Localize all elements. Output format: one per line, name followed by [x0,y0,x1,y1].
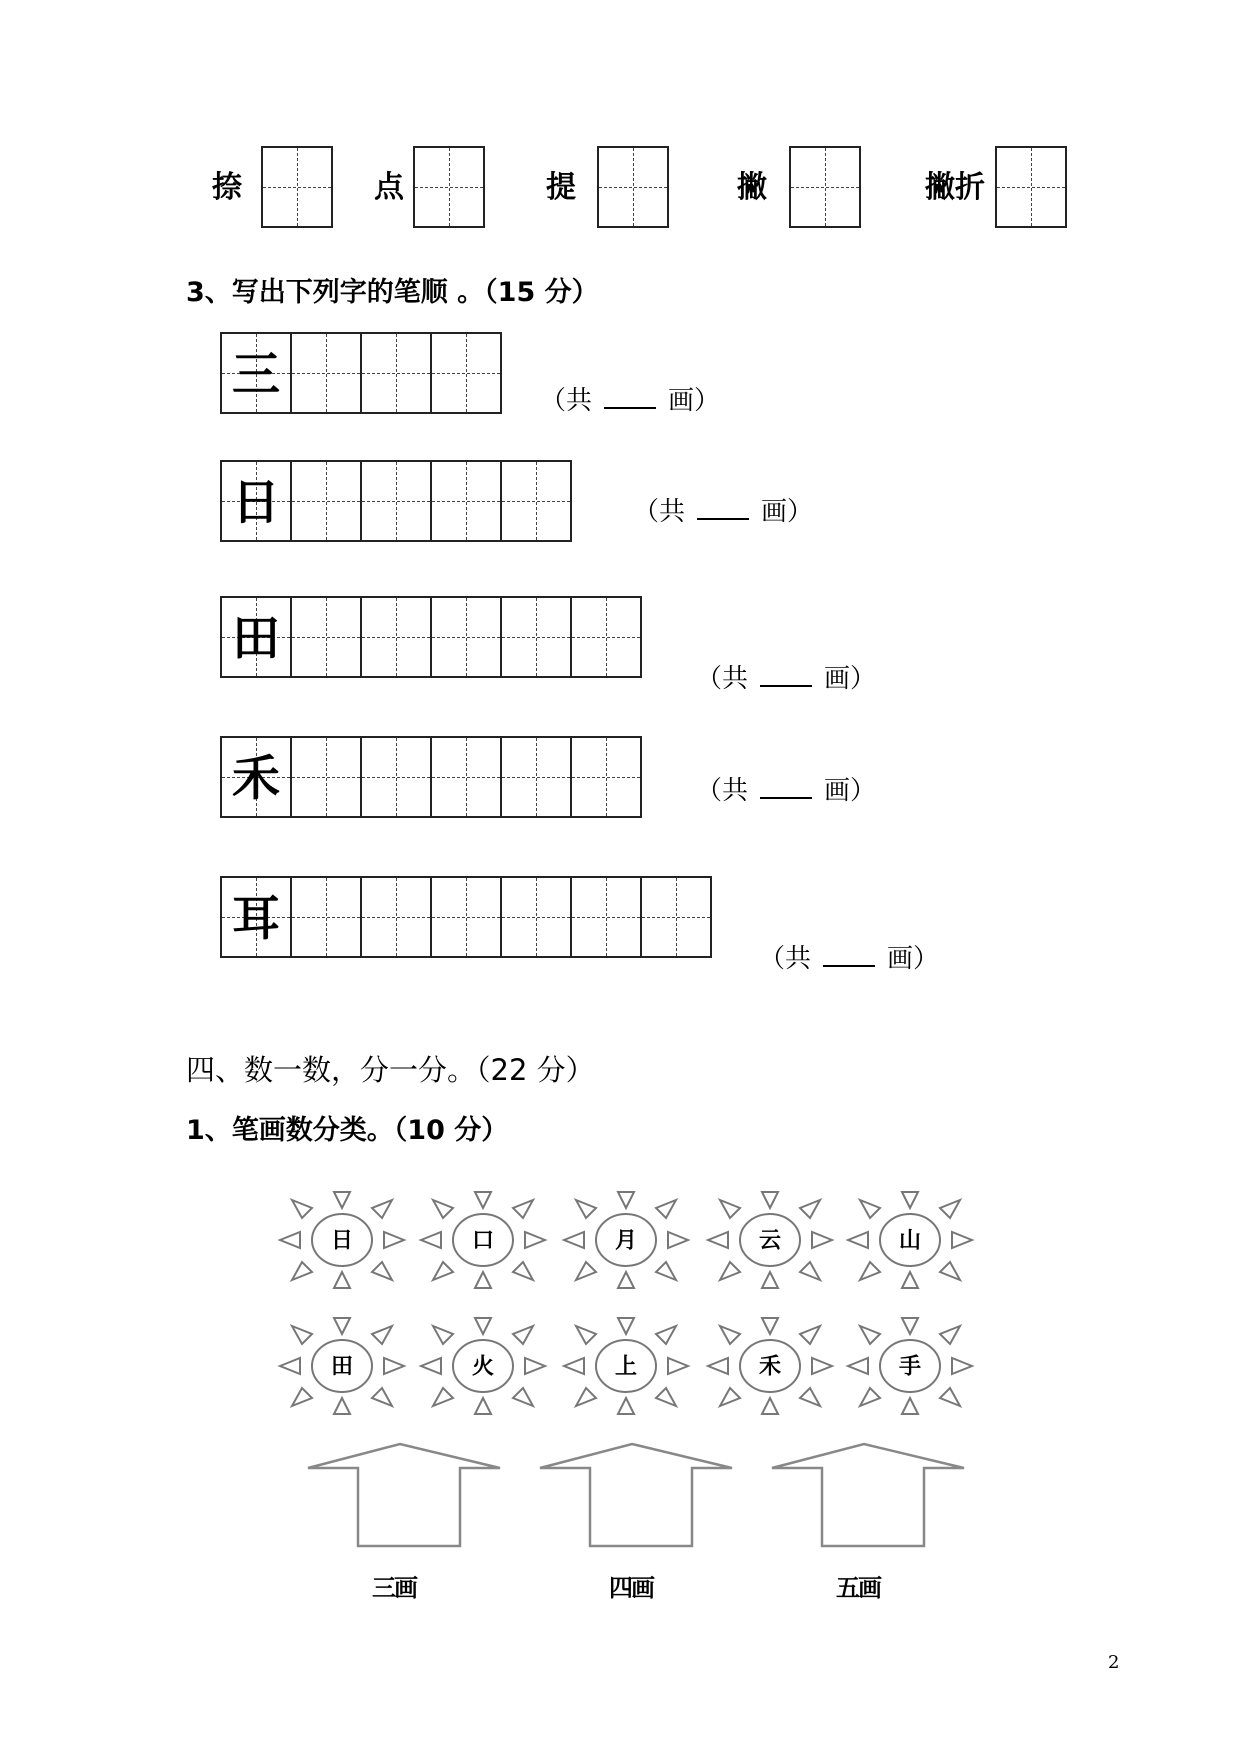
sun-card[interactable] [840,1190,980,1290]
tianzi-box[interactable] [995,146,1067,228]
practice-cell[interactable] [500,736,572,818]
practice-cell[interactable] [500,876,572,958]
practice-cell[interactable] [640,876,712,958]
stroke-label-dian: 点 [374,170,404,205]
sun-char: 上 [614,1354,637,1380]
stroke-order-grid [220,736,642,818]
q3-title: 3、写出下列字的笔顺 。（15 分） [186,277,599,308]
practice-cell[interactable] [430,460,502,542]
practice-cell[interactable] [500,460,572,542]
practice-cell[interactable] [360,876,432,958]
stroke-count-blank[interactable] [760,797,812,799]
sun-char: 田 [330,1354,353,1380]
practice-cell[interactable] [360,332,432,414]
model-cell [220,332,292,414]
model-char: 三 [231,346,280,403]
tianzi-box[interactable] [597,146,669,228]
arrow-label: 四画 [609,1574,653,1602]
practice-cell[interactable] [430,876,502,958]
arrow-label: 三画 [372,1574,416,1602]
sun-card[interactable] [272,1316,412,1416]
practice-cell[interactable] [290,332,362,414]
practice-cell[interactable] [290,596,362,678]
practice-cell[interactable] [430,736,502,818]
stroke-count: （共 画） [540,386,721,416]
arrows-graphic [300,1436,980,1556]
model-cell [220,876,292,958]
model-cell [220,736,292,818]
sun-card[interactable] [700,1190,840,1290]
sun-char: 火 [471,1354,494,1380]
practice-cell[interactable] [290,460,362,542]
tianzi-box[interactable] [789,146,861,228]
practice-cell[interactable] [430,332,502,414]
practice-cell[interactable] [570,876,642,958]
tianzi-box[interactable] [413,146,485,228]
stroke-count-blank[interactable] [697,518,749,520]
model-char: 禾 [231,750,280,807]
stroke-order-grid [220,876,712,958]
arrow-target-4 [540,1444,732,1546]
sun-char: 手 [898,1354,921,1380]
model-char: 日 [231,474,280,531]
tianzi-box[interactable] [261,146,333,228]
stroke-label-na: 捺 [212,170,242,205]
stroke-count-blank[interactable] [760,685,812,687]
stroke-order-grid [220,596,642,678]
stroke-count-blank[interactable] [823,965,875,967]
sun-char: 云 [758,1228,781,1254]
page-number: 2 [1108,1652,1120,1673]
practice-cell[interactable] [290,876,362,958]
arrow-target-3 [308,1444,500,1546]
arrow-label: 五画 [836,1574,880,1602]
practice-cell[interactable] [570,596,642,678]
stroke-count: （共 画） [633,497,814,527]
sun-char: 禾 [758,1354,781,1380]
stroke-label-piezhe: 撇折 [925,170,985,205]
stroke-label-ti: 提 [546,170,576,205]
sun-card[interactable] [556,1190,696,1290]
arrow-target-5 [772,1444,964,1546]
sun-char: 日 [330,1228,353,1254]
practice-cell[interactable] [570,736,642,818]
section4-title: 四、数一数，分一分。（22 分） [186,1053,595,1087]
sun-char: 口 [471,1228,494,1254]
stroke-count: （共 画） [696,776,877,806]
sun-card[interactable] [556,1316,696,1416]
practice-cell[interactable] [500,596,572,678]
practice-cell[interactable] [360,460,432,542]
stroke-count: （共 画） [759,944,940,974]
sun-card[interactable] [413,1190,553,1290]
stroke-count-blank[interactable] [604,407,656,409]
sun-card[interactable] [413,1316,553,1416]
stroke-order-grid [220,460,572,542]
model-char: 田 [231,610,280,667]
sun-char: 月 [614,1228,637,1254]
stroke-label-pie: 撇 [737,170,767,205]
practice-cell[interactable] [360,736,432,818]
practice-cell[interactable] [430,596,502,678]
model-char: 耳 [231,890,280,947]
sun-card[interactable] [272,1190,412,1290]
stroke-order-grid [220,332,502,414]
practice-cell[interactable] [290,736,362,818]
model-cell [220,460,292,542]
sun-card[interactable] [700,1316,840,1416]
practice-cell[interactable] [360,596,432,678]
sun-card[interactable] [840,1316,980,1416]
sun-char: 山 [898,1228,921,1254]
stroke-count: （共 画） [696,664,877,694]
q1-title: 1、笔画数分类。（10 分） [186,1115,509,1146]
model-cell [220,596,292,678]
